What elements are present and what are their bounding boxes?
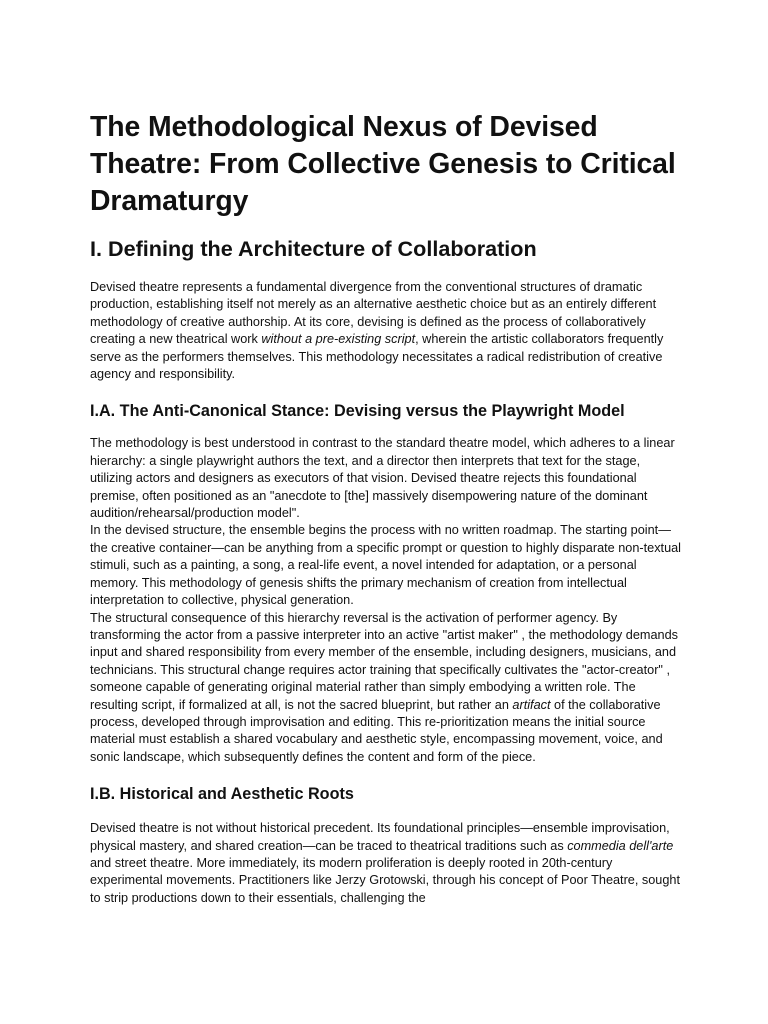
text-run: The structural consequence of this hierarchy reversal is the activation of performer agency. By transforming the actor from a passive interpreter into an active "artist maker" , the methodology demands input and shared responsibility from every member of the ensemble, including designers, musicians, and technicians. This structural change requires actor training that specifically cultivates the "actor-creator" , someone capable of generating original material rather than simply embodying a written role. The resulting script, if formalized at all, is not the sacred blueprint, but rather an xyxy=(90,610,678,712)
text-run: , wherein the artistic collaborators frequently serve as the performers themselves. This methodology necessitates a radical redistribution of creative agency and responsibility. xyxy=(90,332,664,382)
text-run: and street theatre. More immediately, its modern proliferation is deeply rooted in 20th-century experimental movements. Practitioners like Jerzy Grotowski, through his concept of Poor Theatre, sought to strip productions down to their essentials, challenging the xyxy=(90,855,681,905)
section-ia-paragraph-2: In the devised structure, the ensemble begins the process with no written roadmap. The starting point—the creative container—can be anything from a specific prompt or question to highly disparate non-textual stimuli, such as a painting, a song, a real-life event, a novel intended for adaptation, or a personal memory. This methodology of genesis shifts the primary mechanism of creation from intellectual interpretation to collective, physical generation. xyxy=(90,523,682,608)
italic-text: commedia dell'arte xyxy=(567,838,674,853)
text-run: Devised theatre is not without historical precedent. Its foundational principles—ensemble improvisation, physical mastery, and shared creation—can be traced to theatrical traditions such as xyxy=(90,821,670,853)
italic-text: artifact xyxy=(512,697,551,712)
section-ia-paragraph-3 xyxy=(90,610,682,767)
section-ia-paragraph-1: The methodology is best understood in contrast to the standard theatre model, which adheres to a linear hierarchy: a single playwright authors the text, and a director then interprets that text for the stage, utilizing actors and designers as executors of that vision. Devised theatre rejects this foundational premise, often positioned as an "anecdote to [the] massively disempowering nature of the dominant audition/rehearsal/production model". xyxy=(90,436,675,521)
section-heading-ib: I.B. Historical and Aesthetic Roots xyxy=(90,785,354,804)
document-page xyxy=(90,109,682,907)
section-heading-ia: I.A. The Anti-Canonical Stance: Devising versus the Playwright Model xyxy=(90,402,625,421)
italic-text: without a pre-existing script xyxy=(261,332,416,347)
document-title: The Methodological Nexus of Devised Theatre: From Collective Genesis to Critical Dramaturgy xyxy=(90,111,676,217)
section-i-paragraph xyxy=(90,279,682,383)
section-ib-paragraph xyxy=(90,820,682,907)
section-heading-i: I. Defining the Architecture of Collaboration xyxy=(90,236,537,261)
text-run: of the collaborative process, developed through improvisation and editing. This re-prioritization means the initial source material must establish a shared vocabulary and aesthetic style, encompassing movement, voice, and sonic landscape, which subsequently defines the content and form of the piece. xyxy=(90,697,663,764)
text-run: Devised theatre represents a fundamental divergence from the conventional structures of dramatic production, establishing itself not merely as an alternative aesthetic choice but as an entirely different methodology of creative authorship. At its core, devising is defined as the process of collaboratively creating a new theatrical work xyxy=(90,280,657,347)
